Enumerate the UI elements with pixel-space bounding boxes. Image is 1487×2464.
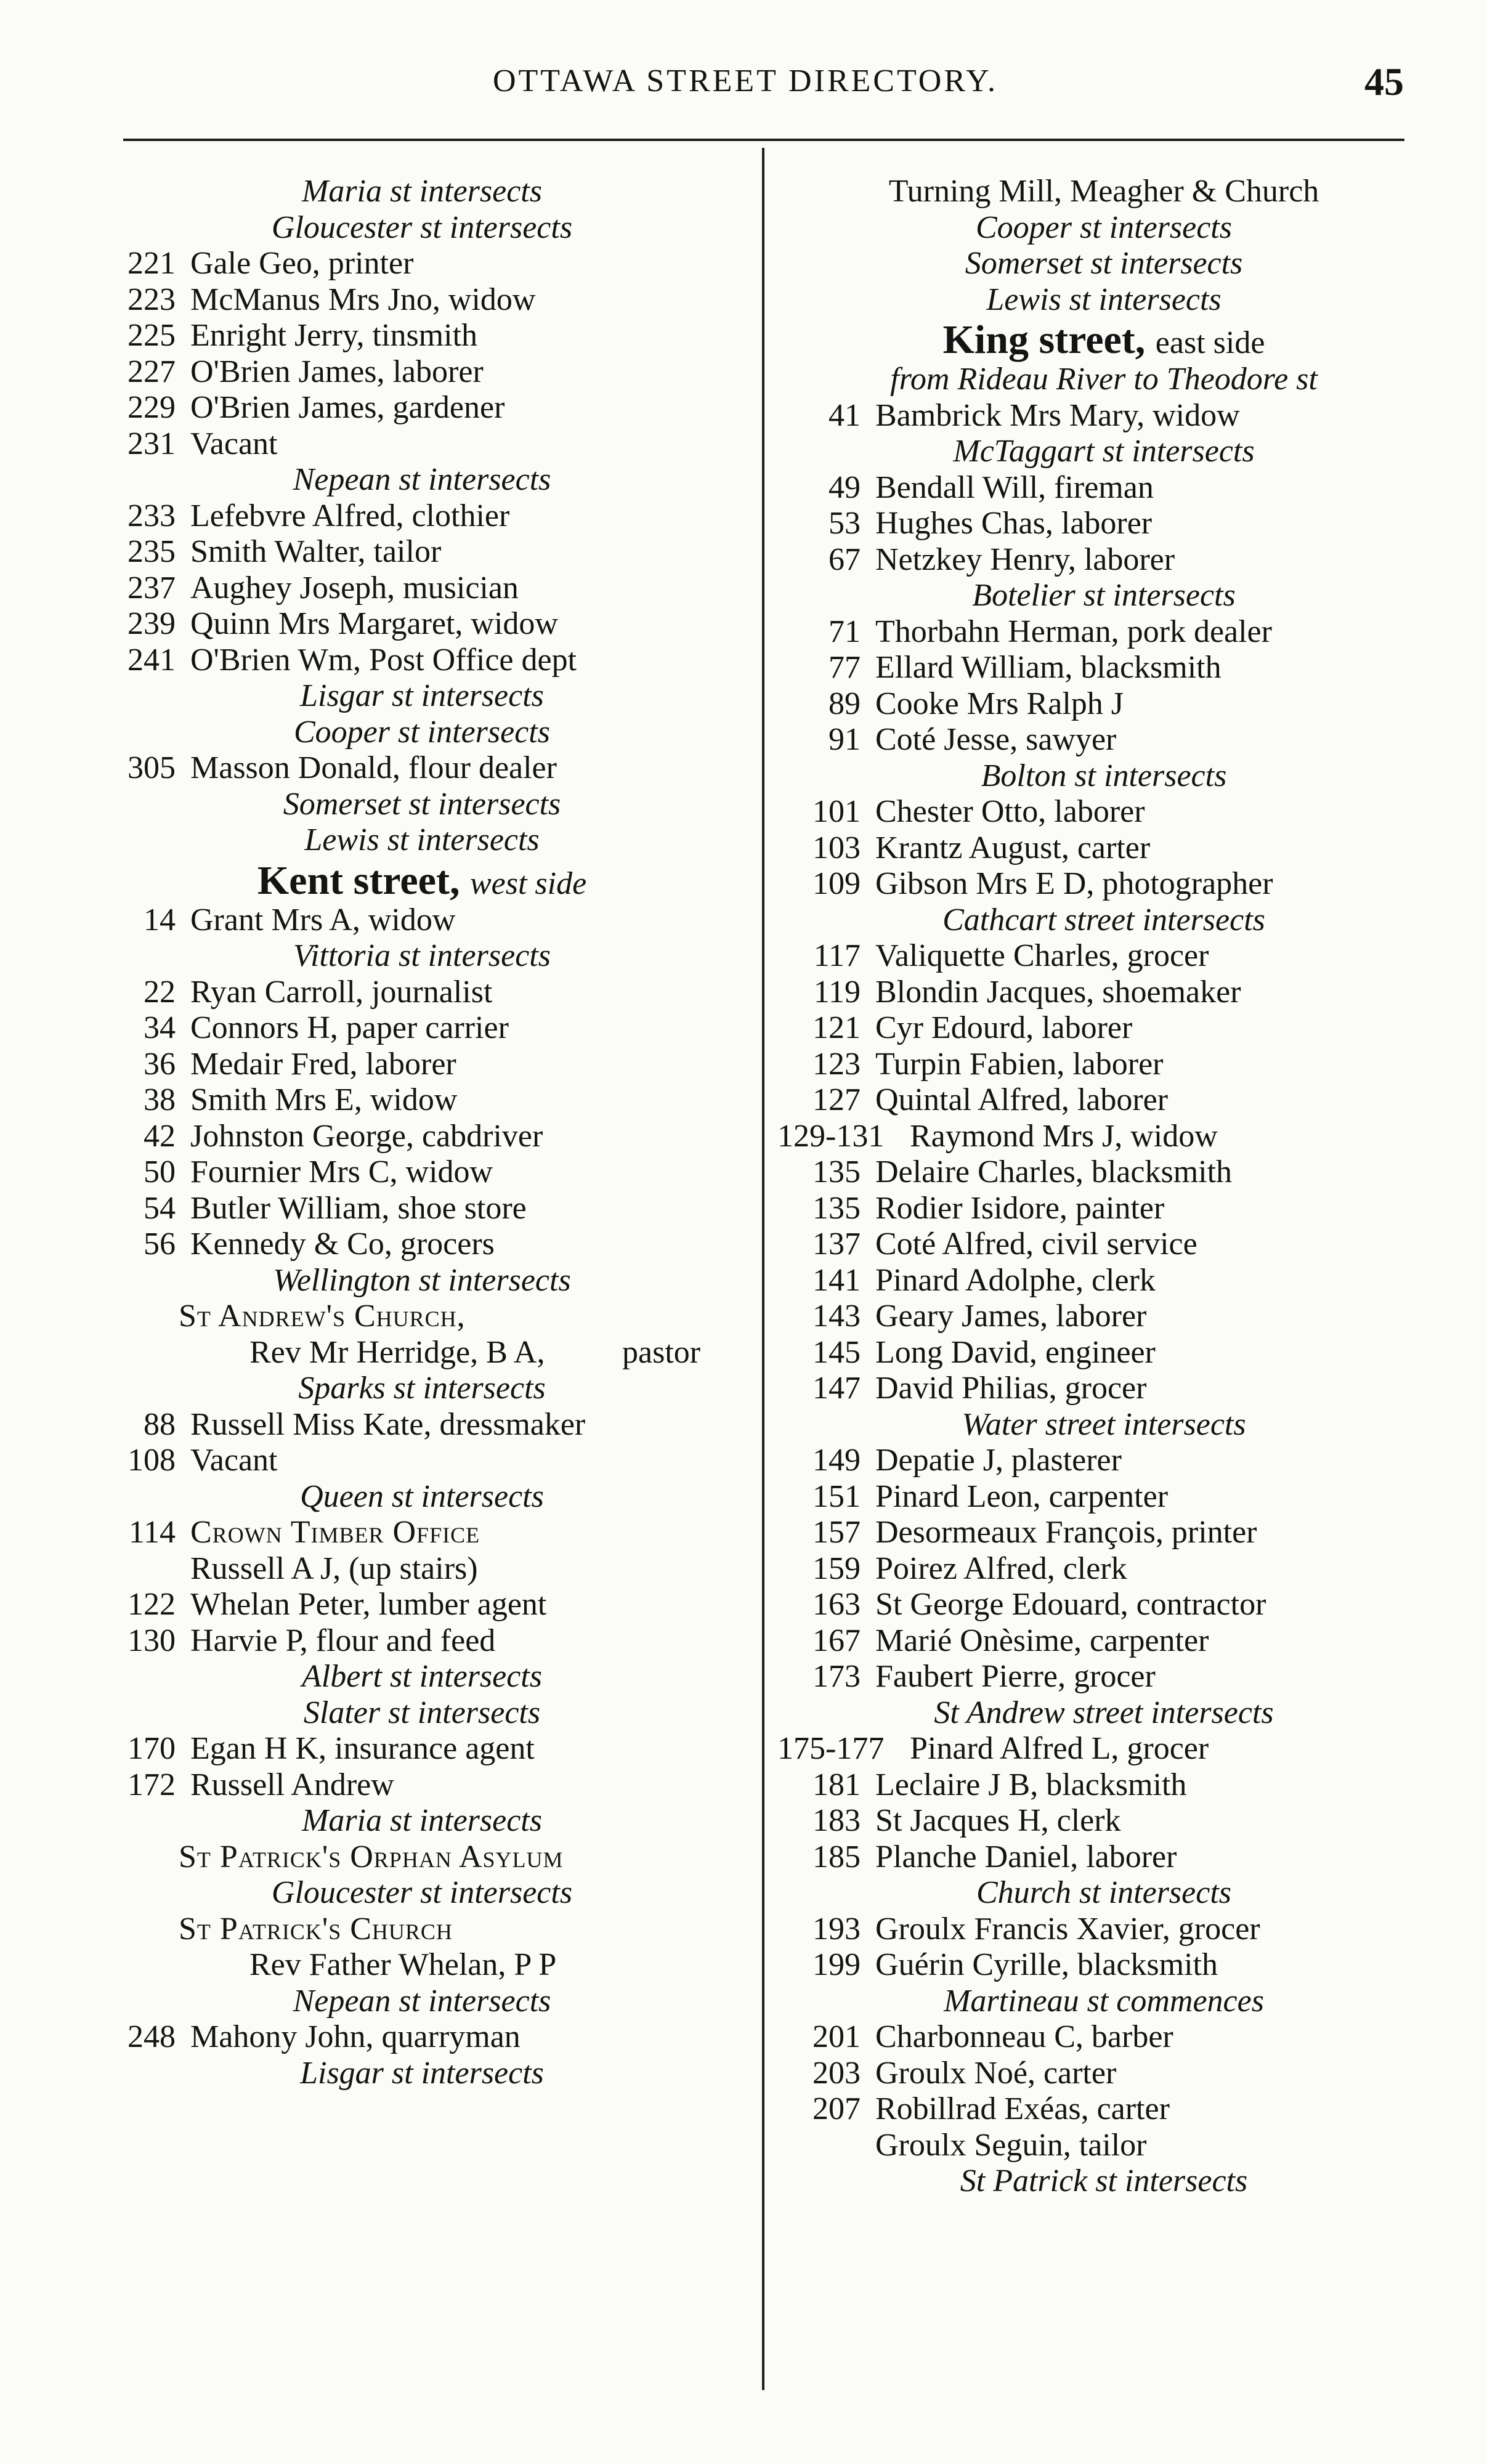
continued-entry: Groulx Seguin, tailor [875,2127,1147,2163]
institution-detail [92,1335,752,1371]
occupant-text: Bambrick Mrs Mary, widow [875,397,1240,433]
directory-entry [777,1803,1430,1839]
directory-entry [777,614,1430,650]
house-number: 201 [812,2019,861,2054]
house-number: 223 [128,282,176,317]
directory-entry [777,1659,1430,1695]
directory-entry [92,1010,752,1047]
directory-entry [777,1263,1430,1299]
occupant-text: Guérin Cyrille, blacksmith [875,1947,1218,1982]
directory-entry [777,1299,1430,1335]
occupant-text: Pinard Leon, carpenter [875,1478,1169,1514]
occupant-text: Lefebvre Alfred, clothier [190,498,510,533]
occupant-text: Connors H, paper carrier [190,1010,509,1045]
directory-entry [777,975,1430,1011]
directory-entry [92,1119,752,1155]
directory-entry [92,1443,752,1479]
house-number: 41 [829,397,861,433]
house-number: 221 [128,246,176,281]
cross-street-note: Gloucester st intersects [271,1875,573,1910]
house-number: 36 [144,1046,176,1082]
directory-entry [92,1623,752,1660]
house-number: 129-131 [777,1118,885,1154]
occupant-text: Ellard William, blacksmith [875,650,1222,685]
cross-street-note: Queen st intersects [300,1478,544,1514]
occupant-text: Leclaire J B, blacksmith [875,1767,1187,1802]
cross-street-note: Lewis st intersects [304,822,540,857]
directory-entry [777,542,1430,578]
occupant-text: Egan H K, insurance agent [190,1731,535,1766]
occupant-text: Quintal Alfred, laborer [875,1082,1169,1117]
occupant-text: Planche Daniel, laborer [875,1839,1177,1874]
directory-entry [777,506,1430,542]
cross-street-note: Maria st intersects [302,1803,542,1838]
occupant-text: Groulx Noé, carter [875,2055,1117,2091]
cross-street-note: Wellington st intersects [273,1262,571,1298]
occupant-text: Aughey Joseph, musician [190,570,519,606]
occupant-text: Grant Mrs A, widow [190,902,456,938]
house-number: 203 [812,2055,861,2091]
directory-entry [777,1731,1430,1767]
directory-entry [92,1731,752,1767]
house-number: 137 [812,1226,861,1262]
occupant-text: Medair Fred, laborer [190,1046,456,1082]
cross-street-note: Nepean st intersects [293,1983,551,2019]
occupant-text: Russell Miss Kate, dressmaker [190,1406,586,1442]
occupant-text: O'Brien James, laborer [190,354,484,389]
directory-entry [92,642,752,679]
house-number: 305 [128,750,176,785]
house-number: 122 [128,1587,176,1622]
occupant-text: St Jacques H, clerk [875,1803,1121,1838]
house-number: 225 [128,318,176,353]
directory-entry [92,975,752,1011]
directory-entry [777,1154,1430,1191]
house-number: 56 [144,1226,176,1262]
occupant-text: Robillrad Exéas, carter [875,2091,1170,2126]
house-number: 237 [128,570,176,606]
occupant-text: Bendall Will, fireman [875,469,1154,505]
occupant-text: Smith Mrs E, widow [190,1082,458,1117]
occupant-text: Enright Jerry, tinsmith [190,318,478,353]
house-number: 233 [128,498,176,533]
column-divider [762,148,764,2390]
house-number: 91 [829,722,861,757]
directory-entry [777,2019,1430,2056]
occupant-text: Geary James, laborer [875,1299,1147,1334]
occupant-text: Chester Otto, laborer [875,794,1145,829]
house-number: 145 [812,1334,861,1370]
directory-entry [92,750,752,787]
occupant-text: Long David, engineer [875,1334,1156,1370]
directory-entry [92,1154,752,1191]
header-rule [123,139,1404,141]
cross-street-note: Albert st intersects [302,1659,542,1694]
cross-street-note: Cooper st intersects [976,209,1232,245]
house-number: 235 [128,534,176,569]
occupant-text: Quinn Mrs Margaret, widow [190,606,558,641]
directory-entry [777,1587,1430,1623]
house-number: 157 [812,1515,861,1550]
cross-street-note: Church st intersects [976,1875,1232,1910]
occupant-text: Netzkey Henry, laborer [875,541,1175,577]
occupant-text: Charbonneau C, barber [875,2019,1173,2054]
cross-street-note: Somerset st intersects [965,246,1243,281]
house-number: 117 [813,938,861,973]
occupant-text: Desormeaux François, printer [875,1515,1257,1550]
house-number: 127 [812,1082,861,1117]
occupant-text: Mahony John, quarryman [190,2019,521,2054]
cross-street-note: Slater st intersects [303,1695,541,1730]
house-number: 207 [812,2091,861,2126]
occupant-text: Valiquette Charles, grocer [875,938,1209,973]
occupant-text: Vacant [190,426,278,461]
street-side: east side [1155,325,1265,360]
occupant-text: Faubert Pierre, grocer [875,1659,1156,1694]
house-number: 121 [812,1010,861,1045]
occupant-text: Russell Andrew [190,1767,394,1802]
institution-name: St Andrew's Church, [179,1299,466,1334]
directory-entry [92,498,752,535]
directory-entry [92,570,752,607]
directory-entry [92,390,752,426]
cross-street-note: Maria st intersects [302,174,542,209]
directory-entry [92,426,752,463]
directory-entry [777,1047,1430,1083]
house-number: 229 [128,390,176,425]
directory-entry [777,1443,1430,1479]
street-side: west side [469,865,587,901]
cross-street-note: Nepean st intersects [293,462,551,497]
occupant-text: Gibson Mrs E D, photographer [875,866,1273,901]
occupant-text: Kennedy & Co, grocers [190,1226,495,1262]
directory-entry [92,1082,752,1119]
house-number: 159 [812,1550,861,1586]
house-number: 108 [128,1443,176,1478]
occupant-text: Ryan Carroll, journalist [190,974,493,1010]
occupant-text: Gale Geo, printer [190,246,414,281]
house-number: 77 [829,650,861,685]
directory-entry [92,1767,752,1804]
occupant-text: Blondin Jacques, shoemaker [875,974,1241,1010]
house-number: 67 [829,541,861,577]
house-number: 173 [812,1659,861,1694]
house-number: 147 [812,1371,861,1406]
house-number: 49 [829,469,861,505]
directory-entry [92,1226,752,1263]
street-name: Kent street, [257,857,460,903]
directory-entry [92,534,752,570]
house-number: 227 [128,354,176,389]
running-title: OTTAWA STREET DIRECTORY. [492,63,999,99]
directory-entry [777,2091,1430,2128]
occupant-text: O'Brien Wm, Post Office dept [190,642,577,678]
house-number: 123 [812,1046,861,1082]
cross-street-note: Somerset st intersects [283,786,561,822]
directory-entry [777,1082,1430,1119]
occupant-text: Fournier Mrs C, widow [190,1154,493,1189]
occupant-text: David Philias, grocer [875,1371,1147,1406]
cross-street-note: Bolton st intersects [981,758,1227,793]
house-number: 175-177 [777,1731,885,1766]
directory-entry [777,1119,1430,1155]
occupant-text: Harvie P, flour and feed [190,1623,496,1658]
house-number: 114 [128,1515,176,1550]
occupant-text: Cooke Mrs Ralph J [875,686,1124,721]
occupant-text: Pinard Alfred L, grocer [910,1731,1209,1766]
house-number: 167 [812,1623,861,1658]
occupant-text: Depatie J, plasterer [875,1443,1122,1478]
institution-detail-text: Rev Father Whelan, P P [249,1947,557,1982]
occupant-text: Thorbahn Herman, pork dealer [875,614,1272,649]
directory-entry [92,246,752,282]
house-number: 109 [812,866,861,901]
institution-name: St Patrick's Church [179,1911,453,1947]
cross-street-note: St Andrew street intersects [934,1695,1274,1730]
occupant-text: Pinard Adolphe, clerk [875,1262,1156,1298]
occupant-text: St George Edouard, contractor [875,1587,1266,1622]
house-number: 53 [829,506,861,541]
directory-entry [92,1587,752,1623]
house-number: 199 [812,1947,861,1982]
occupant-text: Masson Donald, flour dealer [190,750,557,785]
occupant-text: Cyr Edourd, laborer [875,1010,1133,1045]
cross-street-note: Water street intersects [962,1406,1246,1442]
house-number: 185 [812,1839,861,1874]
directory-entry [92,1191,752,1227]
directory-entry [92,606,752,642]
house-number: 172 [128,1767,176,1802]
house-number: 135 [812,1190,861,1226]
house-number: 119 [813,974,861,1010]
house-number: 183 [812,1803,861,1838]
house-number: 193 [812,1911,861,1947]
directory-entry [777,722,1430,758]
house-number: 135 [812,1154,861,1189]
house-number: 54 [144,1190,176,1226]
directory-entry [777,1515,1430,1551]
house-number: 241 [128,642,176,678]
occupant-text: Whelan Peter, lumber agent [190,1587,547,1622]
occupant-text: Smith Walter, tailor [190,534,442,569]
house-number: 149 [812,1443,861,1478]
directory-entry [777,1335,1430,1371]
institution-name: St Patrick's Orphan Asylum [179,1839,564,1874]
occupant-text: O'Brien James, gardener [190,390,505,425]
directory-entry [92,1407,752,1443]
house-number: 71 [829,614,861,649]
directory-entry [92,318,752,354]
cross-street-note: Martineau st commences [944,1983,1264,2019]
directory-entry [777,1767,1430,1804]
cross-street-note: McTaggart st intersects [953,434,1255,469]
cross-street-note: Lisgar st intersects [300,678,544,713]
directory-entry [777,470,1430,506]
directory-entry [777,686,1430,723]
house-number: 143 [812,1299,861,1334]
cross-street-note: Cooper st intersects [294,714,550,750]
directory-entry [777,2056,1430,2092]
directory-entry [777,1911,1430,1948]
house-number: 88 [144,1406,176,1442]
directory-entry [777,1623,1430,1660]
house-number: 50 [144,1154,176,1189]
institution-detail [92,1947,752,1984]
right-column [777,174,1430,2200]
house-number: 34 [144,1010,176,1045]
house-number: 14 [144,902,176,938]
house-number: 141 [812,1262,861,1298]
house-number: 38 [144,1082,176,1117]
directory-entry [777,1551,1430,1587]
occupant-text: Groulx Francis Xavier, grocer [875,1911,1260,1947]
directory-entry [92,2019,752,2056]
directory-entry [777,830,1430,867]
directory-entry [777,398,1430,434]
directory-entry [92,354,752,391]
house-number: 163 [812,1587,861,1622]
occupant-text: Johnston George, cabdriver [190,1118,543,1154]
cross-street-note: St Patrick st intersects [960,2163,1248,2199]
directory-entry [777,650,1430,686]
directory-entry [777,1010,1430,1047]
cross-street-note: Gloucester st intersects [271,209,573,245]
house-number: 248 [128,2019,176,2054]
house-number: 231 [128,426,176,461]
street-name: King street, [942,317,1146,362]
directory-entry [777,866,1430,902]
house-number: 170 [128,1731,176,1766]
directory-entry [777,938,1430,975]
directory-entry [92,282,752,318]
occupant-text: Delaire Charles, blacksmith [875,1154,1233,1189]
house-number: 89 [829,686,861,721]
page-number: 45 [1364,60,1404,103]
occupant-text: Marié Onèsime, carpenter [875,1623,1209,1658]
continued-entry: Turning Mill, Meagher & Church [888,174,1319,209]
directory-entry [777,1839,1430,1876]
directory-entry [92,1515,752,1551]
house-number: 151 [812,1478,861,1514]
directory-entry [777,794,1430,830]
occupant-text: Krantz August, carter [875,830,1151,865]
institution-detail-text: Rev Mr Herridge, B A, [249,1334,545,1370]
cross-street-note: Cathcart street intersects [942,902,1265,938]
street-heading [777,318,1430,362]
occupant-text: Coté Jesse, sawyer [875,722,1117,757]
continued-entry: Russell A J, (up stairs) [190,1550,478,1586]
occupant-text: Poirez Alfred, clerk [875,1550,1127,1586]
house-number: 239 [128,606,176,641]
directory-entry [777,1947,1430,1984]
occupant-text: Butler William, shoe store [190,1190,527,1226]
directory-entry [92,1047,752,1083]
occupant-text: Raymond Mrs J, widow [910,1118,1218,1154]
house-number: 103 [812,830,861,865]
occupant-text: Hughes Chas, laborer [875,506,1153,541]
occupant-text: Vacant [190,1443,278,1478]
house-number: 101 [812,794,861,829]
cross-street-note: Botelier st intersects [972,578,1236,613]
directory-entry [777,1226,1430,1263]
directory-entry [777,1371,1430,1407]
occupant-text: Rodier Isidore, painter [875,1190,1165,1226]
cross-street-note: Lewis st intersects [986,282,1222,317]
cross-street-note: from Rideau River to Theodore st [890,362,1318,397]
cross-street-note: Vittoria st intersects [293,938,551,973]
cross-street-note: Lisgar st intersects [300,2055,544,2091]
institution-detail-extra: pastor [622,1334,701,1370]
occupant-text: Turpin Fabien, laborer [875,1046,1164,1082]
street-heading [92,859,752,902]
left-column [92,174,752,2091]
house-number: 42 [144,1118,176,1154]
house-number: 181 [812,1767,861,1802]
occupant-text: Coté Alfred, civil service [875,1226,1197,1262]
directory-entry [92,902,752,939]
page-header [0,0,1487,123]
directory-entry [777,1191,1430,1227]
occupant-text: Crown Timber Office [190,1515,480,1550]
directory-entry [777,1479,1430,1515]
cross-street-note: Sparks st intersects [298,1371,546,1406]
house-number: 130 [128,1623,176,1658]
occupant-text: McManus Mrs Jno, widow [190,282,536,317]
house-number: 22 [144,974,176,1010]
